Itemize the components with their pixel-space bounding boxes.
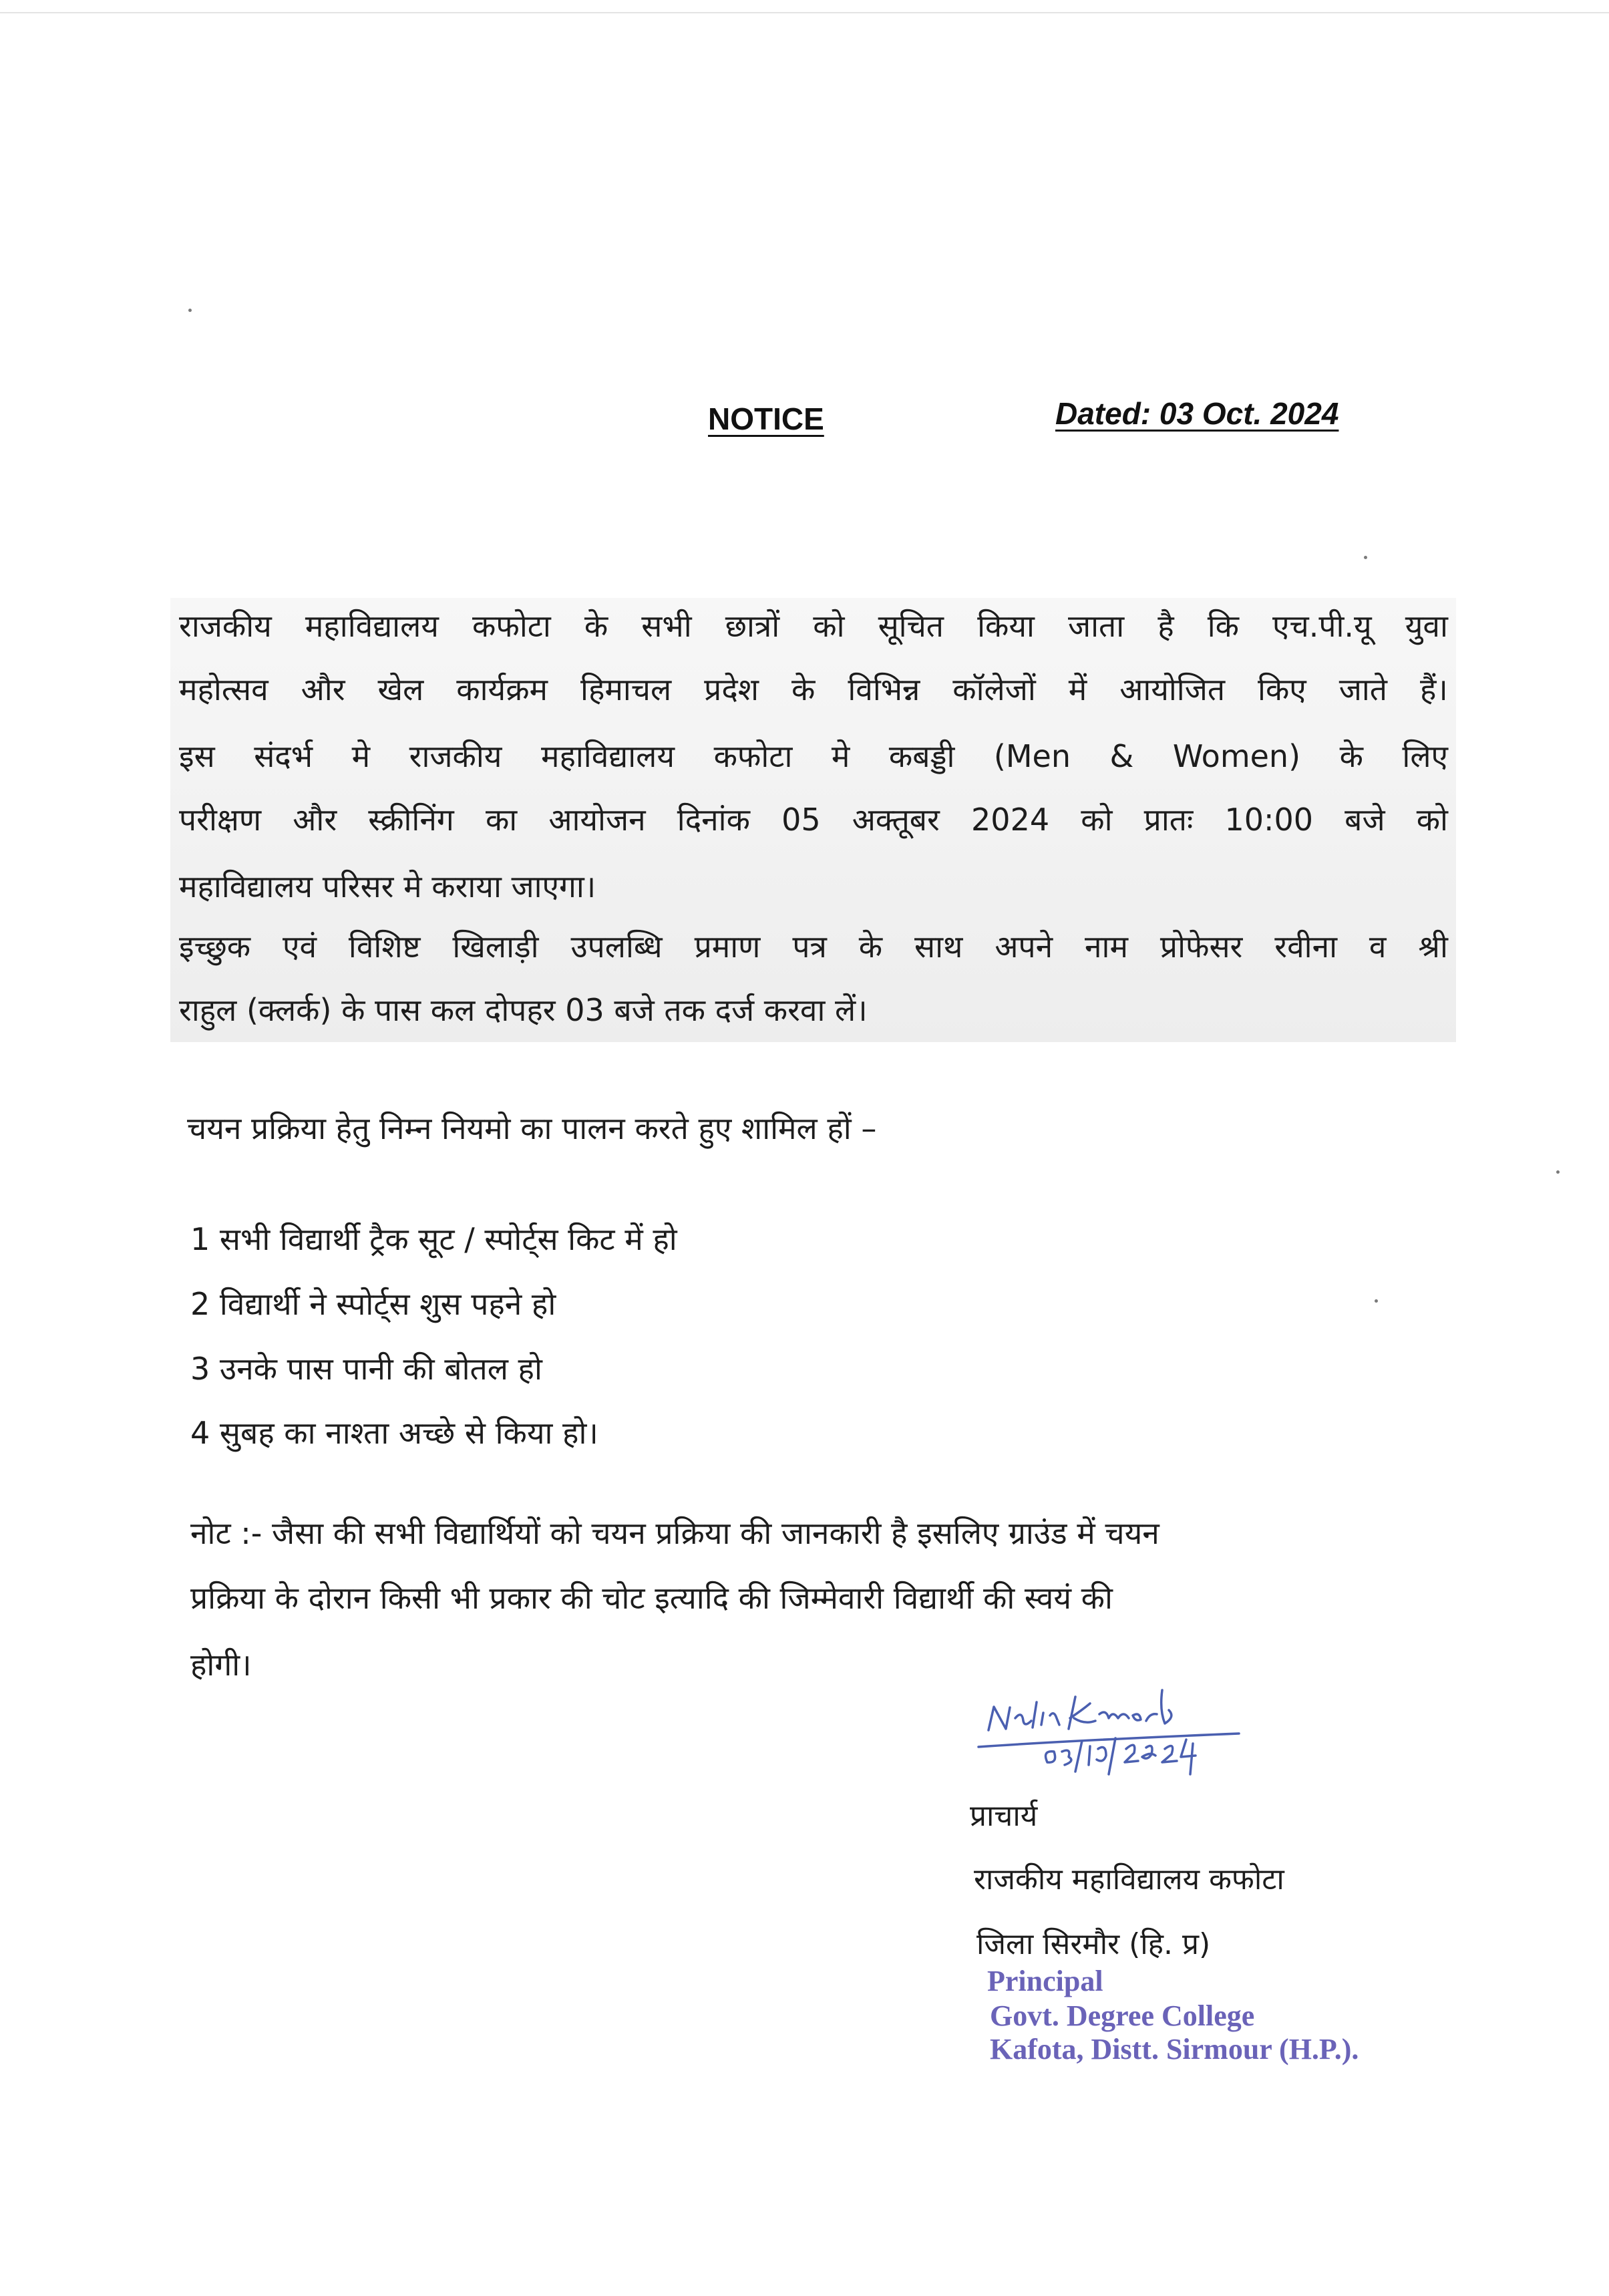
paragraph-last-line: महाविद्यालय परिसर मे कराया जाएगा।: [179, 868, 596, 905]
college-name-hindi: राजकीय महाविद्यालय कफोटा: [974, 1862, 1284, 1897]
rule-item: 2 विद्यार्थी ने स्पोर्ट्स शुस पहने हो: [190, 1286, 556, 1322]
handwritten-signature: [975, 1677, 1276, 1804]
paragraph2-last-line: राहुल (क्लर्क) के पास कल दोपहर 03 बजे तक दर्ज करवा लें।: [179, 992, 868, 1028]
paragraph-line: परीक्षण और स्क्रीनिंग का आयोजन दिनांक 05 अक्तूबर 2024 को प्रातः 10:00 बजे को: [179, 802, 1448, 838]
scan-edge-line: [0, 12, 1609, 13]
scan-speck: [1375, 1299, 1378, 1303]
paragraph-line: राजकीय महाविद्यालय कफोटा के सभी छात्रों को सूचित किया जाता है कि एच.पी.यू युवा: [179, 608, 1448, 644]
paragraph2-line: इच्छुक एवं विशिष्ट खिलाड़ी उपलब्धि प्रमाण पत्र के साथ अपने नाम प्रोफेसर रवीना व श्री: [179, 929, 1448, 965]
rule-item: 4 सुबह का नाश्ता अच्छे से किया हो।: [190, 1415, 598, 1451]
note-line: होगी।: [190, 1647, 252, 1683]
note-line: प्रक्रिया के दोरान किसी भी प्रकार की चोट इत्यादि की जिम्मेवारी विद्यार्थी की स्वयं की: [190, 1580, 1113, 1616]
note-line: नोट :- जैसा की सभी विद्यार्थियों को चयन प्रक्रिया की जानकारी है इसलिए ग्राउंड में चयन: [190, 1515, 1159, 1551]
rule-item: 1 सभी विद्यार्थी ट्रैक सूट / स्पोर्ट्स किट में हो: [190, 1221, 677, 1257]
scan-speck: [188, 309, 192, 312]
scan-speck: [1364, 556, 1367, 559]
stamp-location: Kafota, Distt. Sirmour (H.P.).: [990, 2033, 1359, 2066]
paragraph-line: महोत्सव और खेल कार्यक्रम हिमाचल प्रदेश के विभिन्न कॉलेजों में आयोजित किए जाते हैं।: [179, 671, 1448, 707]
stamp-college: Govt. Degree College: [990, 1999, 1255, 2032]
principal-title-hindi: प्राचार्य: [970, 1799, 1038, 1833]
notice-date: Dated: 03 Oct. 2024: [1055, 396, 1339, 431]
scan-speck: [1556, 1170, 1560, 1174]
rules-intro: चयन प्रक्रिया हेतु निम्न नियमो का पालन करते हुए शामिल हों –: [187, 1110, 877, 1146]
paragraph-line: इस संदर्भ मे राजकीय महाविद्यालय कफोटा मे कबड्डी (Men & Women) के लिए: [179, 738, 1448, 774]
rule-item: 3 उनके पास पानी की बोतल हो: [190, 1351, 542, 1387]
district-hindi: जिला सिरमौर (हि. प्र): [976, 1927, 1211, 1961]
notice-title: NOTICE: [708, 401, 824, 436]
stamp-principal: Principal: [987, 1965, 1103, 1997]
